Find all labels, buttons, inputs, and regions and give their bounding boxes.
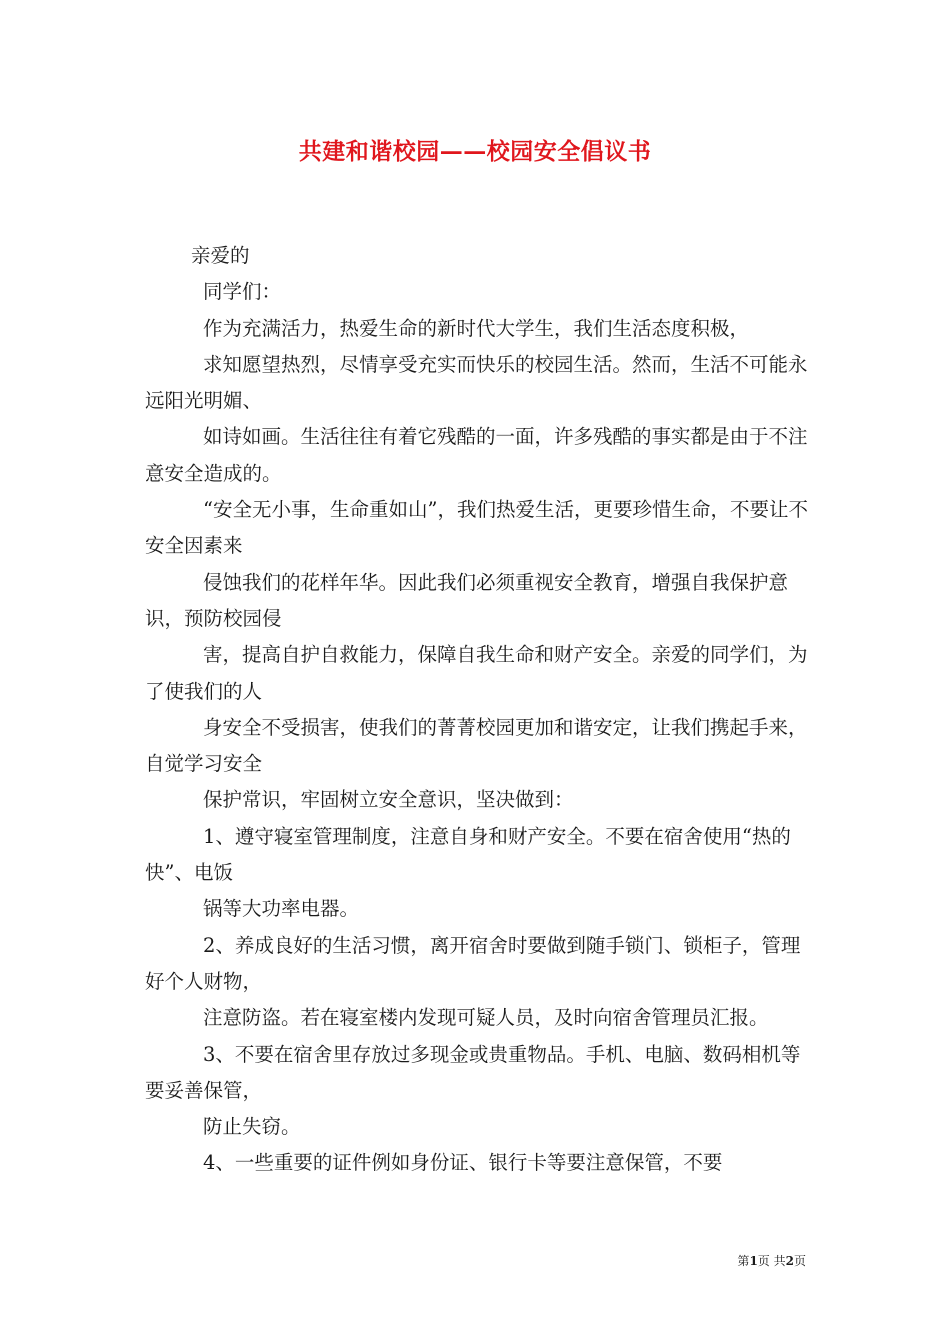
paragraph: 害，提高自护自救能力，保障自我生命和财产安全。亲爱的同学们，为了使我们的人 (145, 643, 808, 703)
page-footer (737, 1252, 806, 1269)
footer-prefix: 第 (737, 1254, 750, 1268)
list-item-2: 2、养成良好的生活习惯，离开宿舍时要做到随手锁门、锁柜子，管理好个人财物， (145, 933, 801, 993)
document-body (145, 238, 810, 1182)
paragraph: 侵蚀我们的花样年华。因此我们必须重视安全教育，增强自我保护意识，预防校园侵 (145, 570, 789, 630)
list-item-4: 4、一些重要的证件例如身份证、银行卡等要注意保管，不要 (203, 1151, 723, 1175)
paragraph: 身安全不受损害，使我们的菁菁校园更加和谐安定，让我们携起手来，自觉学习安全 (145, 715, 808, 776)
list-item-1: 1、遵守寝室管理制度，注意自身和财产安全。不要在宿舍使用“热的快”、电饭 (145, 824, 791, 885)
total-pages-number: 2 (785, 1254, 794, 1268)
paragraph: 防止失窃。 (203, 1115, 301, 1139)
paragraph: 如诗如画。生活往往有着它残酷的一面，许多残酷的事实都是由于不注意安全造成的。 (145, 425, 808, 485)
paragraph-addressee: 同学们： (203, 280, 282, 304)
paragraph: 作为充满活力，热爱生命的新时代大学生，我们生活态度积极， (203, 316, 750, 340)
footer-middle: 页 共 (757, 1254, 786, 1268)
paragraph: 求知愿望热烈，尽情享受充实而快乐的校园生活。然而，生活不可能永远阳光明媚、 (145, 352, 808, 413)
paragraph: 锅等大功率电器。 (203, 897, 360, 921)
footer-suffix: 页 (793, 1254, 806, 1268)
paragraph: “安全无小事，生命重如山”，我们热爱生活，更要珍惜生命，不要让不安全因素来 (145, 498, 808, 558)
document-title: 共建和谐校园——校园安全倡议书 (298, 138, 652, 165)
current-page-number: 1 (749, 1254, 758, 1268)
list-item-3: 3、不要在宿舍里存放过多现金或贵重物品。手机、电脑、数码相机等要妥善保管， (145, 1042, 801, 1102)
paragraph-salutation: 亲爱的 (191, 244, 250, 267)
paragraph: 注意防盗。若在寝室楼内发现可疑人员，及时向宿舍管理员汇报。 (203, 1006, 769, 1030)
paragraph: 保护常识，牢固树立安全意识，坚决做到： (203, 788, 574, 812)
